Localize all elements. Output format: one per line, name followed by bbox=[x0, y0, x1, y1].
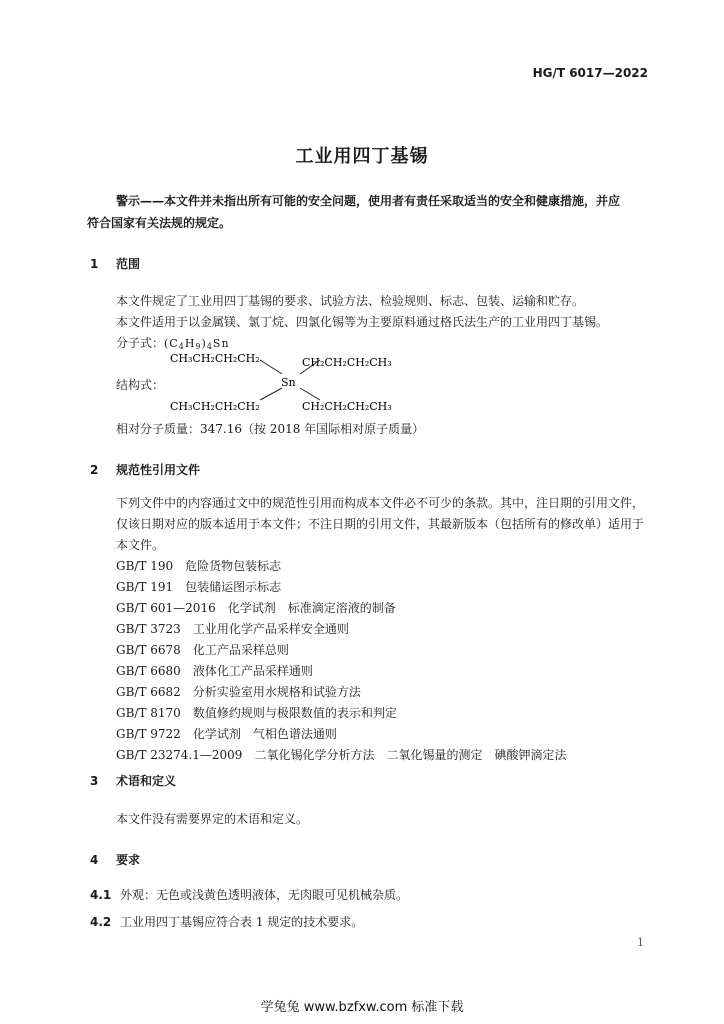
terms-text: 本文件没有需要界定的术语和定义。 bbox=[116, 812, 309, 826]
reference-item bbox=[116, 724, 566, 745]
reference-title: 数值修约规则与极限数值的表示和判定 bbox=[192, 706, 397, 720]
reference-title: 化学试剂 气相色谱法通则 bbox=[192, 727, 337, 741]
section-3-heading bbox=[90, 772, 176, 789]
bond-bottom-right bbox=[300, 388, 320, 400]
section-title: 要求 bbox=[116, 853, 141, 867]
document-title: 工业用四丁基锡 bbox=[295, 146, 429, 167]
reference-item bbox=[116, 745, 566, 766]
bond-bottom-left bbox=[260, 388, 282, 400]
reference-item bbox=[116, 577, 566, 598]
requirement-4-1 bbox=[90, 886, 408, 903]
reference-title: 分析实验室用水规格和试验方法 bbox=[192, 685, 361, 699]
struct-center-sn: Sn bbox=[281, 376, 296, 389]
reference-list bbox=[116, 556, 566, 766]
struct-bottom-right: CH₂CH₂CH₂CH₃ bbox=[302, 400, 392, 413]
section-title: 范围 bbox=[116, 257, 141, 271]
reference-code: GB/T 190 bbox=[116, 559, 174, 573]
reference-code: GB/T 9722 bbox=[116, 727, 181, 741]
section-title: 术语和定义 bbox=[116, 774, 177, 788]
reference-code: GB/T 23274.1—2009 bbox=[116, 748, 243, 762]
references-intro bbox=[90, 493, 650, 556]
reference-title: 危险货物包装标志 bbox=[185, 559, 282, 573]
struct-bottom-left: CH₃CH₂CH₂CH₂ bbox=[170, 400, 260, 413]
section-number: 4 bbox=[90, 853, 99, 867]
reference-code: GB/T 601—2016 bbox=[116, 601, 216, 615]
section-title: 规范性引用文件 bbox=[116, 463, 201, 477]
page-number: 1 bbox=[637, 936, 644, 949]
reference-code: GB/T 191 bbox=[116, 580, 174, 594]
formula-value: $(C_4H_9)_4Sn$ bbox=[164, 337, 230, 351]
references-intro-text: 下列文件中的内容通过文中的规范性引用而构成本文件必不可少的条款。其中，注日期的引用文件，仅该日期对应的版本适用于本文件；不注日期的引用文件，其最新版本（包括所有的修改单）适用于本文件。 bbox=[116, 496, 645, 552]
warning-line-2: 符合国家有关法规的规定。 bbox=[87, 216, 232, 230]
formula-label: 分子式： bbox=[116, 336, 165, 350]
bond-top-left bbox=[260, 360, 282, 374]
struct-top-left: CH₃CH₂CH₂CH₂ bbox=[170, 352, 260, 365]
reference-item bbox=[116, 661, 566, 682]
reference-item bbox=[116, 682, 566, 703]
requirement-number: 4.2 bbox=[90, 915, 112, 929]
reference-item bbox=[116, 640, 566, 661]
scope-paragraph-1: 本文件规定了工业用四丁基锡的要求、试验方法、检验规则、标志、包装、运输和贮存。 bbox=[116, 294, 585, 308]
warning-note bbox=[87, 190, 650, 234]
section-4-heading bbox=[90, 851, 140, 868]
reference-code: GB/T 8170 bbox=[116, 706, 181, 720]
reference-title: 工业用化学产品采样安全通则 bbox=[192, 622, 349, 636]
reference-item bbox=[116, 598, 566, 619]
reference-item bbox=[116, 619, 566, 640]
reference-item bbox=[116, 556, 566, 577]
standard-code: HG/T 6017—2022 bbox=[532, 66, 648, 80]
molecular-mass: 相对分子质量：347.16（按 2018 年国际相对原子质量） bbox=[116, 422, 425, 436]
reference-code: GB/T 6680 bbox=[116, 664, 181, 678]
reference-item bbox=[116, 703, 566, 724]
requirement-text: 外观：无色或浅黄色透明液体，无肉眼可见机械杂质。 bbox=[120, 888, 409, 902]
reference-title: 化学试剂 标准滴定溶液的制备 bbox=[227, 601, 396, 615]
structural-formula bbox=[160, 344, 420, 414]
reference-title: 包装储运图示标志 bbox=[185, 580, 282, 594]
warning-line-1: 警示——本文件并未指出所有可能的安全问题，使用者有责任采取适当的安全和健康措施，并应 bbox=[116, 194, 621, 208]
section-2-heading bbox=[90, 461, 200, 478]
download-footer: 学兔兔 www.bzfxw.com 标准下载 bbox=[260, 1000, 464, 1015]
requirement-number: 4.1 bbox=[90, 888, 112, 902]
reference-title: 液体化工产品采样通则 bbox=[192, 664, 313, 678]
scope-paragraph-2: 本文件适用于以金属镁、氯丁烷、四氯化锡等为主要原料通过格氏法生产的工业用四丁基锡。 bbox=[116, 315, 609, 329]
reference-code: GB/T 6682 bbox=[116, 685, 181, 699]
reference-title: 二氧化锡化学分析方法 二氧化锡量的测定 碘酸钾滴定法 bbox=[254, 748, 567, 762]
reference-title: 化工产品采样总则 bbox=[192, 643, 289, 657]
reference-code: GB/T 6678 bbox=[116, 643, 181, 657]
section-number: 3 bbox=[90, 774, 99, 788]
struct-top-right: CH₂CH₂CH₂CH₃ bbox=[302, 356, 392, 369]
section-number: 1 bbox=[90, 257, 99, 271]
requirement-text: 工业用四丁基锡应符合表 1 规定的技术要求。 bbox=[120, 915, 364, 929]
section-1-heading bbox=[90, 255, 140, 272]
structure-label: 结构式： bbox=[116, 378, 165, 392]
reference-code: GB/T 3723 bbox=[116, 622, 181, 636]
requirement-4-2 bbox=[90, 913, 363, 930]
section-number: 2 bbox=[90, 463, 99, 477]
